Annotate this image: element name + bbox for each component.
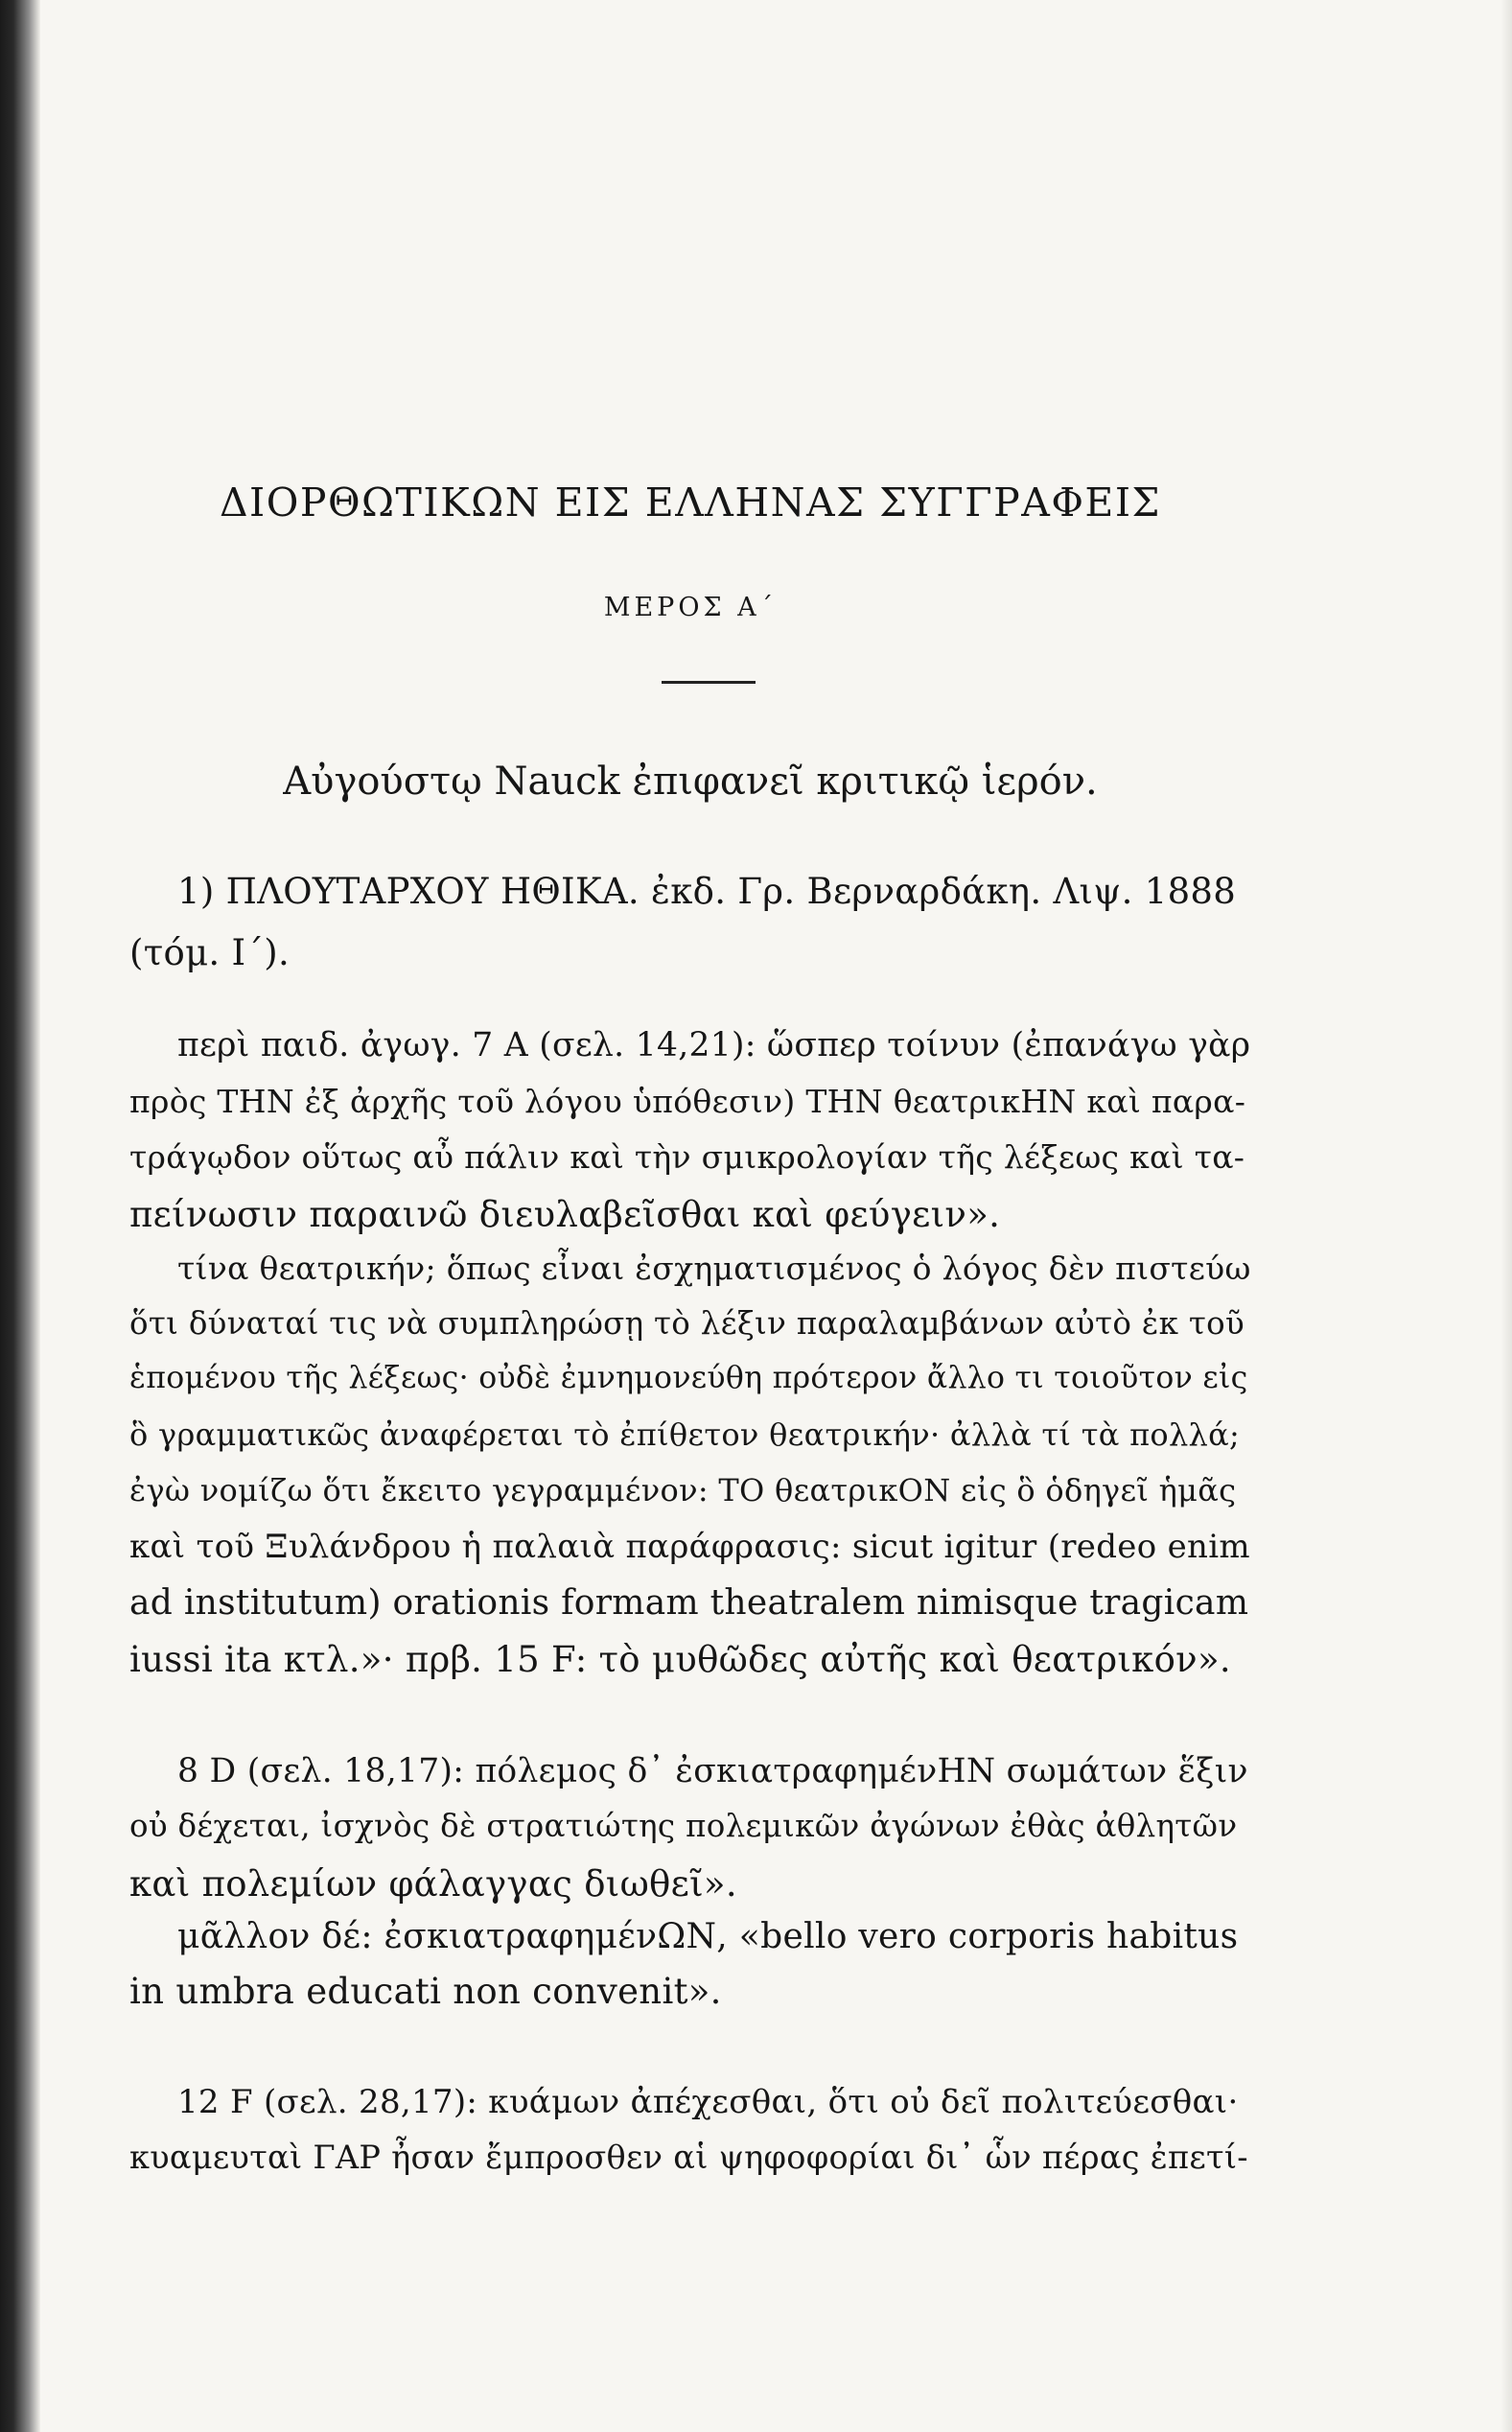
text-line: οὐ δέχεται, ἰσχνὸς δὲ στρατιώτης πολεμικῶν ἀγώνων ἐθὰς ἀθλητῶν [129, 1808, 1238, 1844]
text-line: ἐγὼ νομίζω ὅτι ἔκειτο γεγραμμένον: ΤΟ θεατρικΟΝ εἰς ὃ ὁδηγεῖ ἡμᾶς [129, 1472, 1237, 1508]
page-edge [1500, 0, 1512, 2432]
dedication: Αὐγούστῳ Nauck ἐπιφανεῖ κριτικῷ ἱερόν. [283, 760, 1098, 804]
text-line: ἑπομένου τῆς λέξεως· οὐδὲ ἐμνημονεύθη πρότερον ἄλλο τι τοιοῦτον εἰς [129, 1361, 1248, 1395]
text-line: 1) ΠΛΟΥΤΑΡΧΟΥ ΗΘΙΚΑ. ἐκδ. Γρ. Βερναρδάκη. Λιψ. 1888 [177, 871, 1237, 912]
text-line: 8 D (σελ. 18,17): πόλεμος δ᾽ ἐσκιατραφημένΗΝ σωμάτων ἕξιν [177, 1752, 1248, 1790]
text-line: τίνα θεατρικήν; ὅπως εἶναι ἐσχηματισμένος ὁ λόγος δὲν πιστεύω [177, 1250, 1251, 1287]
text-line: τράγῳδον οὕτως αὖ πάλιν καὶ τὴν σμικρολογίαν τῆς λέξεως καὶ τα- [129, 1138, 1245, 1176]
text-line: κυαμευταὶ ΓΑΡ ἦσαν ἔμπροσθεν αἱ ψηφοφορίαι δι᾽ ὧν πέρας ἐπετί- [129, 2139, 1248, 2176]
page-title: ΔΙΟΡΘΩΤΙΚΩΝ ΕΙΣ ΕΛΛΗΝΑΣ ΣΥΓΓΡΑΦΕΙΣ [219, 479, 1162, 526]
part-heading: ΜΕΡΟΣ Α΄ [603, 593, 778, 622]
text-line: in umbra educati non convenit». [129, 1971, 722, 2012]
page-body [129, 0, 1251, 2432]
text-line: μᾶλλον δέ: ἐσκιατραφημένΩΝ, «bello vero corporis habitus [177, 1917, 1239, 1956]
text-line: ὅτι δύναταί τις νὰ συμπληρώσῃ τὸ λέξιν παραλαμβάνων αὐτὸ ἐκ τοῦ [129, 1305, 1245, 1342]
text-line: πρὸς ΤΗΝ ἐξ ἀρχῆς τοῦ λόγου ὑπόθεσιν) ΤΗΝ θεατρικΗΝ καὶ παρα- [129, 1083, 1246, 1120]
text-line: καὶ πολεμίων φάλαγγας διωθεῖ». [129, 1863, 737, 1905]
book-gutter-shadow [0, 0, 40, 2432]
divider-rule [662, 681, 756, 684]
text-line: καὶ τοῦ Ξυλάνδρου ἡ παλαιὰ παράφρασις: sicut igitur (redeo enim [129, 1528, 1250, 1566]
text-line: ὃ γραμματικῶς ἀναφέρεται τὸ ἐπίθετον θεατρικήν· ἀλλὰ τί τὰ πολλά; [129, 1416, 1241, 1453]
text-line: ad institutum) orationis formam theatralem nimisque tragicam [129, 1583, 1249, 1623]
text-line: (τόμ. Ι΄). [129, 932, 291, 973]
text-line: περὶ παιδ. ἀγωγ. 7 A (σελ. 14,21): ὥσπερ τοίνυν (ἐπανάγω γὰρ [177, 1026, 1251, 1064]
text-line: 12 F (σελ. 28,17): κυάμων ἀπέχεσθαι, ὅτι οὐ δεῖ πολιτεύεσθαι· [177, 2083, 1239, 2121]
text-line: iussi ita κτλ.»· πρβ. 15 F: τὸ μυθῶδες αὐτῆς καὶ θεατρικόν». [129, 1639, 1231, 1680]
text-line: πείνωσιν παραινῶ διευλαβεῖσθαι καὶ φεύγειν». [129, 1194, 1001, 1235]
